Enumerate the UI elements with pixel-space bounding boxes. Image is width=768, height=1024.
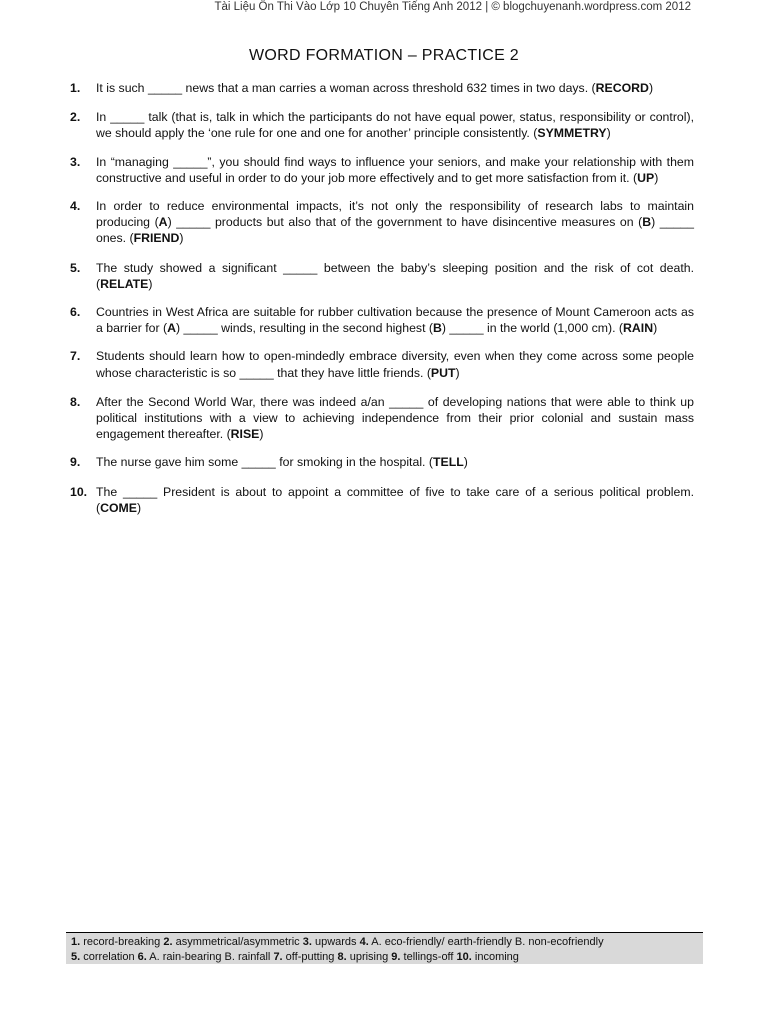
question-list (70, 80, 698, 516)
question-segment: ) (463, 455, 468, 470)
answer-text: incoming (471, 951, 519, 963)
answer-text: tellings-off (400, 951, 457, 963)
question-segment: ) _____ products but also that of the government to have disincentive measures on ( (167, 215, 643, 230)
answer-number: 8. (337, 951, 347, 963)
question-segment: ) _____ in the world (1,000 cm). ( (441, 321, 624, 336)
keyword: RAIN (623, 321, 654, 336)
question-segment: Students should learn how to open-mindedly embrace diversity, even when they come across some people whose characteristic is so _____ that they have little friends. ( (96, 349, 698, 380)
question-item (70, 109, 698, 141)
question-segment: ) (259, 427, 264, 442)
keyword: SYMMETRY (537, 126, 607, 141)
answer-number: 10. (456, 951, 472, 963)
answer-key (66, 932, 703, 964)
question-segment: ) (137, 500, 142, 515)
question-segment: ) (648, 81, 654, 95)
page-header: Tài Liệu Ôn Thi Vào Lớp 10 Chuyên Tiếng Anh 2012 | © blogchuyenanh.wordpress.com 2012 (214, 1, 691, 13)
keyword: PUT (430, 365, 456, 380)
keyword: FRIEND (133, 231, 180, 246)
question-text (96, 199, 697, 245)
keyword: COME (100, 500, 138, 515)
answer-number: 1. (71, 936, 81, 948)
question-segment: ) (455, 365, 460, 380)
question-item (70, 348, 698, 380)
question-segment: The _____ President is about to appoint a committee of five to take care of a serious political problem. ( (96, 484, 698, 515)
answer-number: 2. (163, 936, 173, 948)
question-number: 4. (70, 199, 81, 214)
question-number: 10. (70, 484, 88, 499)
answer-number: 3. (302, 936, 312, 948)
page-title: WORD FORMATION – PRACTICE 2 (248, 47, 520, 64)
keyword: RECORD (595, 81, 649, 95)
question-segment: ) _____ ones. ( (96, 215, 698, 246)
question-number: 7. (70, 349, 81, 364)
answer-text: off-putting (282, 951, 338, 963)
answer-text: uprising (346, 951, 392, 963)
question-item (70, 394, 698, 443)
question-number: 5. (70, 260, 81, 275)
question-item (70, 154, 698, 186)
question-number: 3. (70, 154, 81, 169)
answer-number: 6. (137, 951, 147, 963)
answer-number: 7. (273, 951, 283, 963)
answer-text: A. rain-bearing B. rainfall (146, 951, 274, 963)
question-text (96, 395, 697, 441)
keyword: RELATE (100, 276, 149, 291)
question-segment: ) (654, 170, 659, 185)
question-segment: The nurse gave him some _____ for smoking in the hospital. ( (96, 455, 433, 470)
question-item (70, 198, 698, 247)
question-item (70, 484, 698, 516)
question-number: 1. (70, 81, 81, 95)
answer-text: asymmetrical/asymmetric (172, 936, 303, 948)
answer-line (71, 935, 703, 950)
answer-text: correlation (80, 951, 138, 963)
question-item (70, 454, 694, 470)
keyword: B (433, 321, 442, 336)
keyword: RISE (230, 427, 260, 442)
question-segment: ) (148, 276, 153, 291)
question-segment: After the Second World War, there was indeed a/an _____ of developing nations that were able to think up political institutions with a view to achieving independence from their prior colonial and sustain mass engagement thereafter. ( (96, 394, 698, 442)
keyword: A (167, 321, 176, 336)
answer-number: 5. (71, 951, 81, 963)
answer-text: record-breaking (80, 936, 164, 948)
question-segment: Countries in West Africa are suitable for rubber cultivation because the presence of Mount Cameroon acts as a barrier for ( (96, 305, 698, 336)
question-segment: ) _____ winds, resulting in the second highest ( (175, 321, 433, 336)
question-segment: ) (653, 321, 658, 336)
question-segment: ) (606, 126, 611, 141)
question-text (96, 305, 697, 335)
question-segment: It is such _____ news that a man carries a woman across threshold 632 times in two days. ( (96, 81, 596, 95)
question-text (96, 455, 468, 469)
question-item (70, 304, 698, 336)
question-number: 2. (70, 110, 81, 125)
question-text (96, 110, 697, 140)
keyword: UP (637, 170, 655, 185)
question-number: 8. (70, 394, 81, 409)
question-text (96, 155, 697, 185)
answer-number: 4. (359, 936, 369, 948)
question-text (96, 261, 697, 291)
question-number: 6. (70, 305, 81, 320)
question-segment: In “managing _____”, you should find ways to influence your seniors, and make your relationship with them constructive and useful in order to do your job more effectively and to get more satisfaction from it. ( (96, 154, 698, 185)
keyword: A (158, 215, 168, 230)
question-item (70, 80, 694, 96)
question-number: 9. (70, 455, 81, 470)
answer-text: A. eco-friendly/ earth-friendly B. non-ecofriendly (368, 936, 604, 948)
keyword: TELL (432, 455, 464, 470)
question-item (70, 260, 698, 292)
answer-line (71, 950, 703, 965)
question-text (96, 349, 697, 379)
question-text (96, 81, 653, 95)
question-segment: In order to reduce environmental impacts, it’s not only the responsibility of research labs to maintain producing ( (96, 199, 698, 230)
question-segment: The study showed a significant _____ between the baby’s sleeping position and the risk of cot death. ( (96, 260, 698, 291)
question-segment: In _____ talk (that is, talk in which the participants do not have equal power, status, responsibility or control), we should apply the ‘one rule for one and one for another’ principle consistently. ( (96, 110, 698, 141)
keyword: B (642, 215, 652, 230)
answer-number: 9. (391, 951, 401, 963)
question-text (96, 485, 697, 515)
answer-text: upwards (311, 936, 360, 948)
question-segment: ) (179, 231, 184, 246)
